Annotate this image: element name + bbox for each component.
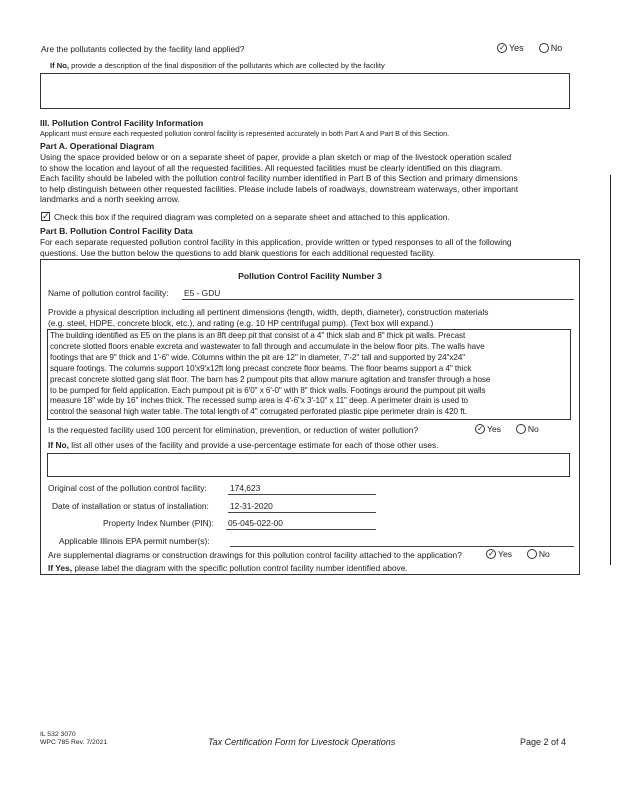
section3-intro: Applicant must ensure each requested pollution control facility is represented accurately in both Part A and Part B of this Section.	[40, 129, 450, 138]
land-applied-yes-label: Yes	[509, 43, 524, 53]
facility-name-value[interactable]: E5 - GDU	[184, 288, 221, 298]
pin-underline	[226, 529, 376, 530]
land-applied-question: Are the pollutants collected by the facility land applied?	[41, 44, 245, 54]
cost-value[interactable]: 174,623	[230, 483, 261, 493]
supplemental-options	[486, 549, 550, 560]
other-uses-input[interactable]	[47, 453, 570, 477]
other-uses-label-text: list all other uses of the facility and provide a use-percentage estimate for each of those other uses.	[71, 440, 439, 450]
partA-line-1: Using the space provided below or on a separate sheet of paper, provide a plan sketch or map of the livestock operation scaled	[40, 152, 512, 162]
description-line: to be pumped for field application. Each pumpout pit is 6'0" x 6'-0" with 8" thick walls. Footings around the pumpout pit walls	[50, 385, 486, 395]
scan-edge-line	[610, 175, 611, 565]
partA-line-2: to show the location and layout of all the requested facilities. All requested facilities must be clearly identified on this diagram.	[40, 162, 503, 173]
cost-label: Original cost of the pollution control facility:	[48, 483, 207, 493]
percent-use-question: Is the requested facility used 100 percent for elimination, prevention, or reduction of water pollution?	[48, 425, 419, 435]
supplemental-question: Are supplemental diagrams or construction drawings for this pollution control facility attached to the application?	[48, 550, 462, 560]
partA-title: Part A. Operational Diagram	[40, 141, 155, 151]
percent-use-options	[475, 424, 539, 435]
install-date-value[interactable]: 12-31-2020	[230, 501, 273, 511]
disposition-input[interactable]	[40, 73, 570, 109]
facility-name-label: Name of pollution control facility:	[48, 288, 169, 298]
facility-header: Pollution Control Facility Number 3	[238, 271, 382, 281]
section3-title: III. Pollution Control Facility Information	[40, 118, 204, 128]
partB-line-2: questions. Use the button below the questions to add blank questions for each additional requested facility.	[40, 247, 436, 258]
permit-underline	[230, 546, 574, 547]
physical-description-line-2: (e.g. steel, HDPE, concrete block, etc.), and rating (e.g. 10 HP centrifugal pump). (Text box will expand.)	[48, 317, 434, 328]
supplemental-no-label: No	[538, 549, 550, 559]
percent-use-no-radio[interactable]	[516, 424, 526, 434]
description-line: square footings. The columns support 10'x9'x12ft long precast concrete floor beams. The floor beams support a 4" thick	[50, 363, 472, 373]
supplemental-note-bold: If Yes,	[48, 563, 73, 573]
description-line: precast concrete slotted gang slat floor. The barn has 2 pumpout pits that allow manure agitation and transfer through a hose	[50, 374, 491, 384]
physical-description-line-1: Provide a physical description including all pertinent dimensions (length, width, depth, diameter), construction materials	[48, 307, 489, 317]
supplemental-yes-label: Yes	[498, 549, 513, 559]
other-uses-label-bold: If No,	[48, 440, 69, 450]
other-uses-label	[48, 440, 439, 451]
partA-line-5: landmarks and a north seeking arrow.	[40, 194, 180, 205]
land-applied-no-label: No	[550, 43, 563, 53]
diagram-attached-row	[41, 212, 450, 223]
footer-form-title: Tax Certification Form for Livestock Operations	[208, 737, 396, 747]
disposition-label-text: provide a description of the final disposition of the pollutants which are collected by the facility	[71, 61, 385, 70]
disposition-label-bold: If No,	[50, 61, 69, 70]
footer-code-1: IL 532 3070	[40, 731, 76, 738]
partB-line-1: For each separate requested pollution control facility in this application, provide written or typed responses to all of the following	[40, 237, 512, 247]
pin-value[interactable]: 05-045-022-00	[228, 518, 283, 528]
land-applied-options	[497, 43, 562, 55]
diagram-attached-label: Check this box if the required diagram was completed on a separate sheet and attached to this application.	[54, 212, 450, 222]
description-line: concrete slotted floors enable excreta and wastewater to fall through and accumulate in the below floor pits. The walls have	[50, 341, 485, 351]
permit-label: Applicable Illinois EPA permit number(s):	[59, 536, 210, 546]
land-applied-row	[41, 44, 561, 55]
diagram-attached-checkbox[interactable]	[41, 212, 50, 221]
supplemental-no-radio[interactable]	[527, 549, 537, 559]
footer-page-number: Page 2 of 4	[520, 737, 567, 747]
description-line: measure 18" wide by 16" inches thick. The recessed sump area is 4'-6"x 3'-10" x 11" deep. A perimeter drain is used to	[50, 396, 468, 406]
facility-name-underline	[182, 299, 574, 300]
description-line: control the seasonal high water table. The total length of 4" corrugated perforated plastic pipe perimeter drain is 420 ft.	[50, 407, 467, 417]
partA-line-3: Each facility should be labeled with the pollution control facility number identified in Part B of this Section and primary dimensions	[40, 173, 518, 184]
physical-description-prompt	[48, 307, 578, 329]
partA-line-4: to help distinguish between other requested facilities. Please include labels of roadways, downstream waterways, other important	[40, 183, 519, 194]
install-date-underline	[228, 512, 376, 513]
partA-instructions	[40, 152, 580, 205]
description-line: The building identified as E5 on the plans is an 8ft deep pit that consist of a 4" thick slab and 8" thick pit walls. Precast	[50, 331, 466, 340]
supplemental-note	[48, 563, 408, 574]
physical-description-textbox[interactable]	[47, 329, 571, 420]
disposition-label	[50, 61, 385, 71]
land-applied-yes-radio[interactable]	[497, 43, 507, 53]
supplemental-yes-radio[interactable]	[486, 549, 496, 559]
supplemental-note-text: please label the diagram with the specific pollution control facility number identified above.	[74, 563, 408, 573]
cost-underline	[228, 494, 376, 495]
description-line: footings that are 9" thick and 1'-6" wide. Columns within the pit are 12" in diameter, 7'-2" tall and supported by 24"x24"	[50, 352, 466, 362]
percent-use-no-label: No	[527, 424, 539, 434]
footer-code-2: WPC 785 Rev. 7/2021	[40, 739, 108, 746]
percent-use-yes-radio[interactable]	[475, 424, 485, 434]
land-applied-no-radio[interactable]	[539, 43, 549, 53]
footer-form-codes	[40, 731, 107, 747]
install-date-label: Date of installation or status of installation:	[52, 501, 209, 511]
pin-label: Property Index Number (PIN):	[103, 518, 214, 528]
partB-instructions	[40, 237, 585, 258]
partB-title: Part B. Pollution Control Facility Data	[40, 226, 193, 236]
percent-use-yes-label: Yes	[487, 424, 502, 434]
